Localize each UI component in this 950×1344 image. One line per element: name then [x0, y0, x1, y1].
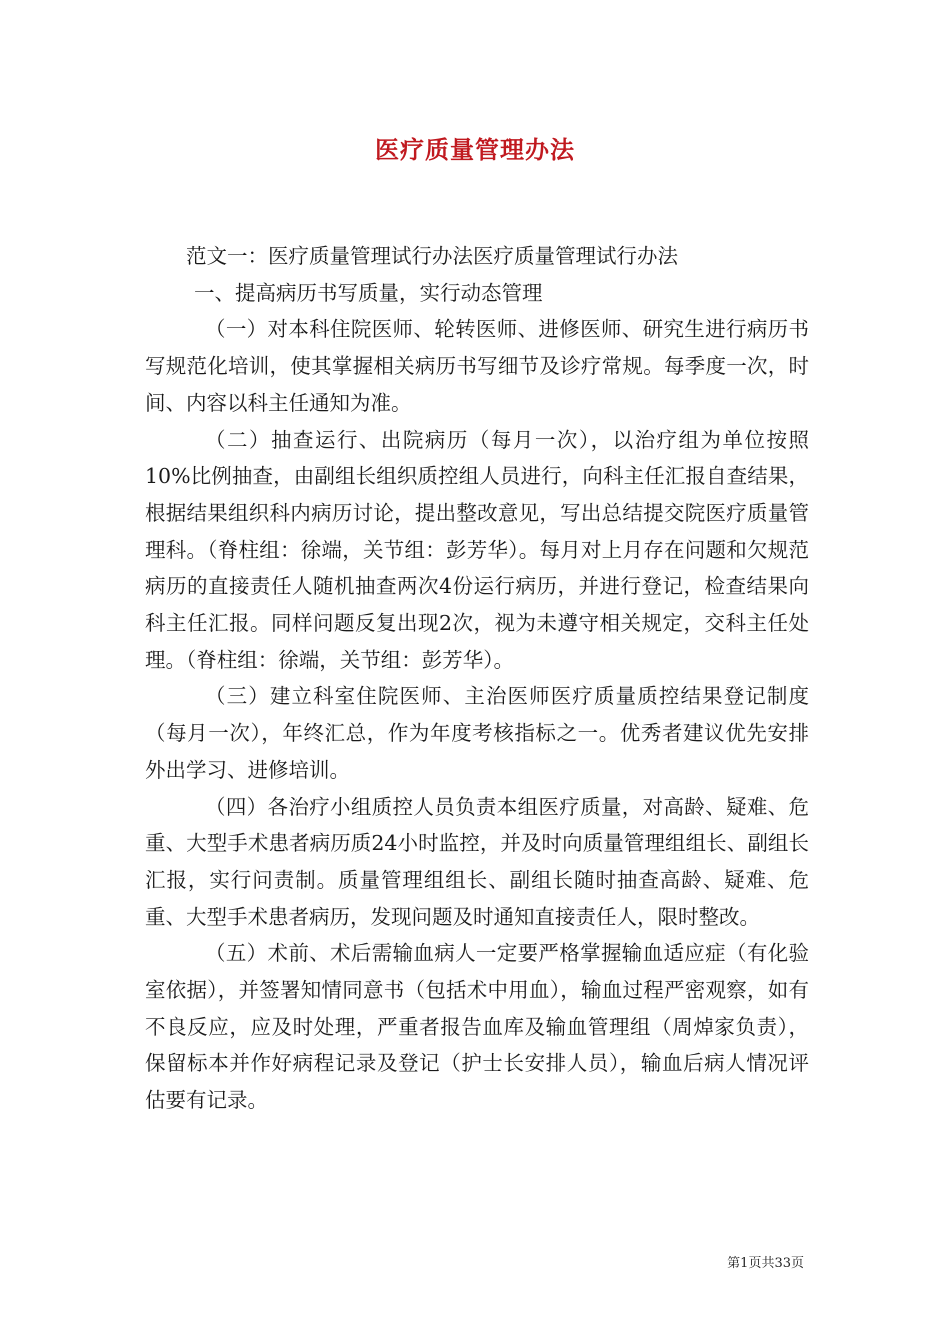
- intro-paragraph: 范文一：医疗质量管理试行办法医疗质量管理试行办法: [186, 244, 678, 268]
- item-paragraph-2: （二）抽查运行、出院病历（每月一次），以治疗组为单位按照10%比例抽查，由副组长组织质控组人员进行，向科主任汇报自查结果，根据结果组织科内病历讨论，提出整改意见，写出总结提交院医疗质量管理科。（脊柱组：徐端，关节组：彭芳华）。每月对上月存在问题和欠规范病历的直接责任人随机抽查两次4份运行病历，并进行登记，检查结果向科主任汇报。同样问题反复出现2次，视为未遵守相关规定，交科主任处理。（脊柱组：徐端，关节组：彭芳华）。: [145, 427, 809, 672]
- item-paragraph-3: （三）建立科室住院医师、主治医师医疗质量质控结果登记制度（每月一次），年终汇总，作为年度考核指标之一。优秀者建议优先安排外出学习、进修培训。: [145, 684, 809, 782]
- page-number: 第1页共33页: [727, 1256, 804, 1271]
- item-paragraph-5: （五）术前、术后需输血病人一定要严格掌握输血适应症（有化验室依据），并签署知情同意书（包括术中用血），输血过程严密观察，如有不良反应，应及时处理，严重者报告血库及输血管理组（周焯家负责），保留标本并作好病程记录及登记（护士长安排人员），输血后病人情况评估要有记录。: [145, 941, 809, 1113]
- document-title: 医疗质量管理办法: [375, 135, 575, 164]
- document-body: [145, 238, 809, 1119]
- section-heading: 一、提高病历书写质量，实行动态管理: [194, 280, 543, 305]
- item-paragraph-4: （四）各治疗小组质控人员负责本组医疗质量，对高龄、疑难、危重、大型手术患者病历质24小时监控，并及时向质量管理组组长、副组长汇报，实行问责制。质量管理组组长、副组长随时抽查高龄、疑难、危重、大型手术患者病历，发现问题及时通知直接责任人，限时整改。: [145, 794, 809, 929]
- item-paragraph-1: （一）对本科住院医师、轮转医师、进修医师、研究生进行病历书写规范化培训，使其掌握相关病历书写细节及诊疗常规。每季度一次，时间、内容以科主任通知为准。: [145, 317, 809, 415]
